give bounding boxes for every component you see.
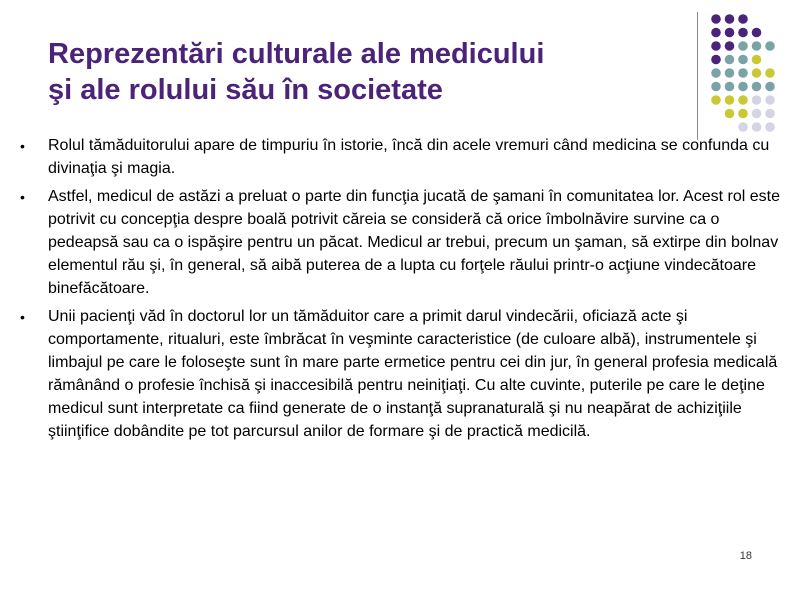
decor-dot [752,95,762,105]
decor-dot [725,55,735,65]
decor-dot [725,14,735,24]
decor-dot [725,28,735,38]
bullet-item-3 [20,305,780,443]
decor-vertical-divider [697,12,698,140]
decor-dot [765,95,775,105]
decor-dot [738,109,748,119]
decor-dot [765,109,775,119]
decor-dot [711,68,721,78]
page-number: 18 [739,550,752,562]
decor-dot [752,68,762,78]
decor-dot-grid [710,13,800,133]
decor-dot [752,55,762,65]
bullet-marker: • [20,189,25,205]
decor-dot [738,68,748,78]
decor-dot [725,68,735,78]
bullet-text-3: Unii pacienţi văd în doctorul lor un tămăduitor care a primit darul vindecării, oficiază acte şi comportamente, ritualuri, este îmbrăcat în veşminte caracteristice (de culoare albă), instrumentele şi limbajul pe care le foloseşte sunt în mare parte ermetice pentru cei din jur, în general profesia medicală rămânând o profesie închisă şi inaccesibilă pentru neiniţiaţi. Cu alte cuvinte, puterile pe care le deţine medicul sunt interpretate ca fiind generate de o instanţă supranaturală şi nu neapărat de achiziţiile ştiinţifice dobândite pe tot parcursul anilor de formare şi de practică medicilă. [48,308,778,440]
decor-dot [765,122,775,132]
decor-dot [711,14,721,24]
decor-dot [752,28,762,38]
decor-dot [738,28,748,38]
bullet-marker: • [20,138,25,154]
decor-dot [711,95,721,105]
decor-dot [765,82,775,92]
decor-dot-grid-graphic [710,13,800,133]
decor-dot [738,55,748,65]
bullet-item-1 [20,134,780,180]
decor-dot [725,109,735,119]
decor-dot [738,82,748,92]
decor-dot [752,41,762,51]
decor-dot [752,122,762,132]
decor-dot [738,95,748,105]
slide-title [48,36,678,108]
decor-dot [752,82,762,92]
bullet-text-2: Astfel, medicul de astăzi a preluat o parte din funcţia jucată de şamani în comunitatea lor. Acest rol este potrivit cu concepţia despre boală potrivit căreia se consideră că orice îmbolnăvire survine ca o pedeapsă sau ca o ispăşire pentru un păcat. Medicul ar trebui, precum un şaman, să extirpe din bolnav elementul rău şi, în general, să aibă puterea de a lupta cu forţele răului printr-o acţiune vindecătoare binefăcătoare. [48,188,780,297]
decor-dot [738,14,748,24]
decor-dot [738,41,748,51]
decor-dot [765,68,775,78]
decor-dot [765,41,775,51]
slide-title-line-1: Reprezentări culturale ale medicului [48,38,545,70]
decor-dot [725,41,735,51]
bullet-item-2 [20,185,780,300]
decor-dot [725,82,735,92]
decor-dot [752,109,762,119]
decor-dot [738,122,748,132]
bullet-marker: • [20,309,25,325]
bullet-list [20,134,780,448]
decor-dot [725,95,735,105]
bullet-text-1: Rolul tămăduitorului apare de timpuriu în istorie, încă din acele vremuri când medicina se confunda cu divinaţia şi magia. [48,137,770,177]
decor-dot [711,28,721,38]
decor-dot [711,55,721,65]
decor-dot [711,41,721,51]
slide-title-line-2: şi ale rolului său în societate [48,74,443,106]
decor-dot [711,82,721,92]
